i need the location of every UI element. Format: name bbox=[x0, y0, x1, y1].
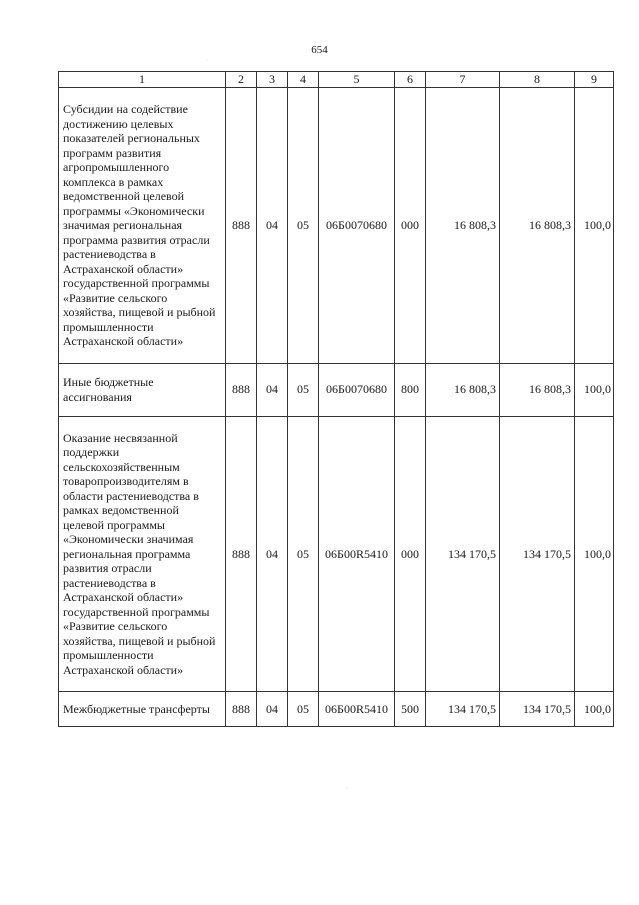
cell-expense-type: 000 bbox=[395, 88, 426, 364]
table-row bbox=[59, 692, 614, 727]
scan-speck: · bbox=[206, 58, 208, 64]
cell-percent: 100,0 bbox=[575, 363, 614, 416]
cell-admin-code: 888 bbox=[226, 416, 257, 692]
cell-percent: 100,0 bbox=[575, 88, 614, 364]
table-row bbox=[59, 416, 614, 692]
cell-subsection: 05 bbox=[288, 692, 319, 727]
header-row bbox=[59, 72, 614, 88]
cell-section: 04 bbox=[257, 416, 288, 692]
row-name: Субсидии на содействие достижению целевых показателей региональных программ развития агропромышленного комплекса в рамках ведомственной целевой программы «Экономически значимая региональная программа развития отрасли растениеводства в Астраханской области» государственной программы «Развитие сельского хозяйства, пищевой и рыбной промышленности Астраханской области» bbox=[59, 88, 226, 364]
column-header: 8 bbox=[500, 72, 575, 88]
cell-amount-executed: 16 808,3 bbox=[500, 88, 575, 364]
cell-percent: 100,0 bbox=[575, 692, 614, 727]
table-row bbox=[59, 363, 614, 416]
cell-amount-executed: 134 170,5 bbox=[500, 416, 575, 692]
cell-amount-planned: 134 170,5 bbox=[426, 692, 500, 727]
column-header: 9 bbox=[575, 72, 614, 88]
cell-subsection: 05 bbox=[288, 416, 319, 692]
cell-target-article: 06Б00R5410 bbox=[319, 692, 395, 727]
cell-amount-planned: 16 808,3 bbox=[426, 363, 500, 416]
cell-target-article: 06Б0070680 bbox=[319, 88, 395, 364]
cell-expense-type: 500 bbox=[395, 692, 426, 727]
cell-subsection: 05 bbox=[288, 363, 319, 416]
column-header: 6 bbox=[395, 72, 426, 88]
cell-expense-type: 000 bbox=[395, 416, 426, 692]
cell-admin-code: 888 bbox=[226, 363, 257, 416]
cell-amount-executed: 134 170,5 bbox=[500, 692, 575, 727]
row-name: Иные бюджетные ассигнования bbox=[59, 363, 226, 416]
cell-expense-type: 800 bbox=[395, 363, 426, 416]
cell-amount-executed: 16 808,3 bbox=[500, 363, 575, 416]
cell-admin-code: 888 bbox=[226, 88, 257, 364]
cell-target-article: 06Б00R5410 bbox=[319, 416, 395, 692]
row-name: Оказание несвязанной поддержки сельскохозяйственным товаропроизводителям в области растениеводства в рамках ведомственной целевой программы «Экономически значимая региональная программа развития отрасли растениеводства в Астраханской области» государственной программы «Развитие сельского хозяйства, пищевой и рыбной промышленности Астраханской области» bbox=[59, 416, 226, 692]
table-row bbox=[59, 88, 614, 364]
column-header: 4 bbox=[288, 72, 319, 88]
scan-speck: · bbox=[346, 786, 348, 792]
cell-admin-code: 888 bbox=[226, 692, 257, 727]
cell-amount-planned: 134 170,5 bbox=[426, 416, 500, 692]
cell-section: 04 bbox=[257, 363, 288, 416]
column-header: 2 bbox=[226, 72, 257, 88]
column-header: 5 bbox=[319, 72, 395, 88]
cell-subsection: 05 bbox=[288, 88, 319, 364]
cell-amount-planned: 16 808,3 bbox=[426, 88, 500, 364]
row-name: Межбюджетные трансферты bbox=[59, 692, 226, 727]
cell-target-article: 06Б0070680 bbox=[319, 363, 395, 416]
page-number: 654 bbox=[311, 44, 328, 56]
column-header: 7 bbox=[426, 72, 500, 88]
column-header: 1 bbox=[59, 72, 226, 88]
column-header: 3 bbox=[257, 72, 288, 88]
cell-percent: 100,0 bbox=[575, 416, 614, 692]
cell-section: 04 bbox=[257, 88, 288, 364]
cell-section: 04 bbox=[257, 692, 288, 727]
budget-table bbox=[58, 71, 614, 727]
